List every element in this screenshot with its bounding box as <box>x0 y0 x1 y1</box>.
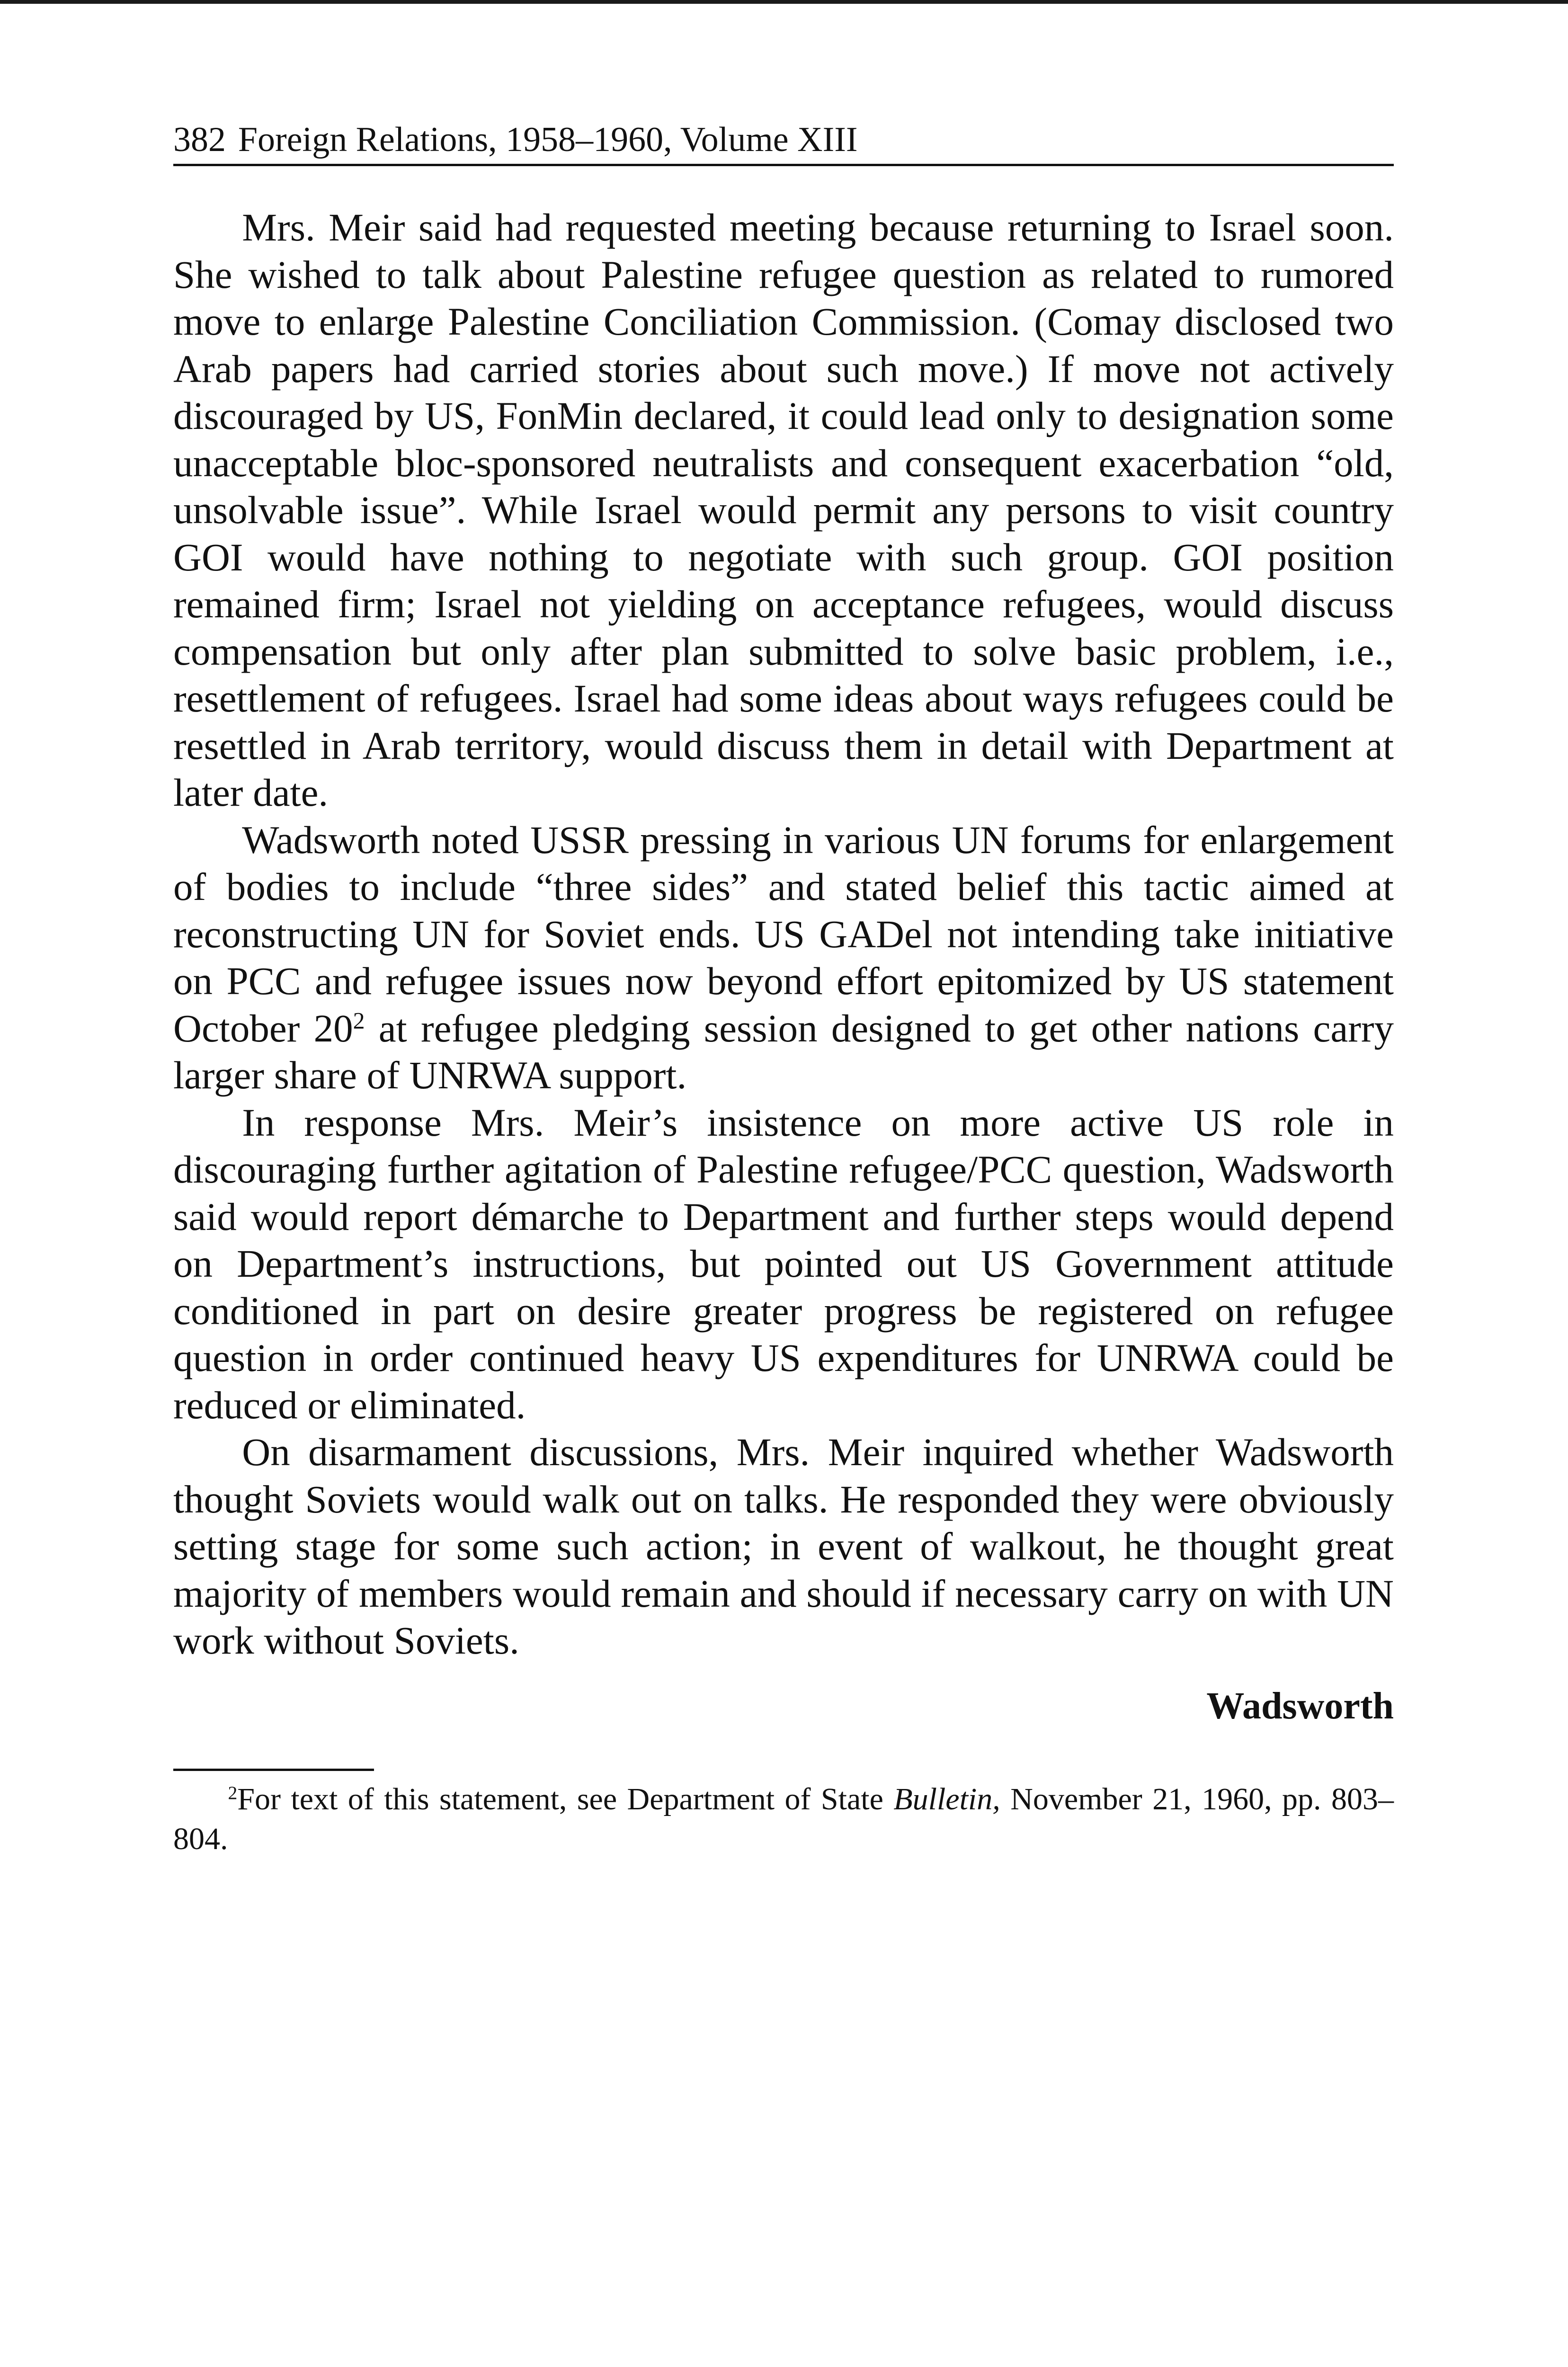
running-header <box>173 118 1394 166</box>
scan-top-border <box>0 0 1568 4</box>
footnote-separator <box>173 1769 374 1771</box>
paragraph-disarmament: On disarmament discussions, Mrs. Meir inquired whether Wadsworth thought Soviets would walk out on talks. He responded they were obviously setting stage for some such action; in event of walkout, he thought great majority of members would remain and should if necessary carry on with UN work without Soviets. <box>173 1430 1394 1662</box>
footnote <box>173 1780 1394 1859</box>
page-number: 382 <box>173 120 226 159</box>
volume-title: Foreign Relations, 1958–1960, Volume XIII <box>238 120 858 159</box>
document-body <box>173 204 1394 1664</box>
footnote-marker: 2 <box>228 1782 238 1803</box>
document-page <box>173 118 1394 1859</box>
paragraph-text: Wadsworth noted USSR pressing in various UN forums for enlargement of bodies to include “three sides” and stated belief this tactic aimed at reconstructing UN for Soviet ends. US GADel not intending take initiative on PCC and refugee issues now beyond effort epitomized by US statement October 20 <box>173 818 1394 1050</box>
paragraph-wadsworth-ussr <box>173 817 1394 1099</box>
footnote-text: For text of this statement, see Department of State <box>237 1781 894 1816</box>
footnote-reference: 2 <box>353 1007 365 1034</box>
footnote-publication: Bulletin, <box>893 1781 1000 1816</box>
paragraph-meir-request: Mrs. Meir said had requested meeting because returning to Israel soon. She wished to talk about Palestine refugee question as related to rumored move to enlarge Palestine Conciliation Commission. (Comay disclosed two Arab papers had carried stories about such move.) If move not actively discouraged by US, FonMin declared, it could lead only to designation some unacceptable bloc-sponsored neutralists and consequent exacerbation “old, unsolvable issue”. While Israel would permit any persons to visit country GOI would have nothing to negotiate with such group. GOI position remained firm; Israel not yielding on acceptance refugees, would discuss compensation but only after plan submitted to solve basic problem, i.e., resettlement of refugees. Israel had some ideas about ways refugees could be resettled in Arab territory, would discuss them in detail with Department at later date. <box>173 205 1394 814</box>
signature: Wadsworth <box>1206 1685 1394 1727</box>
footnote-citation: November 21, 1960, pp. 803–804. <box>173 1781 1394 1856</box>
paragraph-us-role: In response Mrs. Meir’s insistence on more active US role in discouraging further agitation of Palestine refugee/PCC question, Wadsworth said would report démarche to Department and further steps would depend on Department’s instructions, but pointed out US Government attitude conditioned in part on desire greater progress be registered on refugee question in order continued heavy US expenditures for UNRWA could be reduced or eliminated. <box>173 1100 1394 1427</box>
paragraph-text-continued: at refugee pledging session designed to get other nations carry larger share of UNRWA support. <box>173 1006 1394 1097</box>
